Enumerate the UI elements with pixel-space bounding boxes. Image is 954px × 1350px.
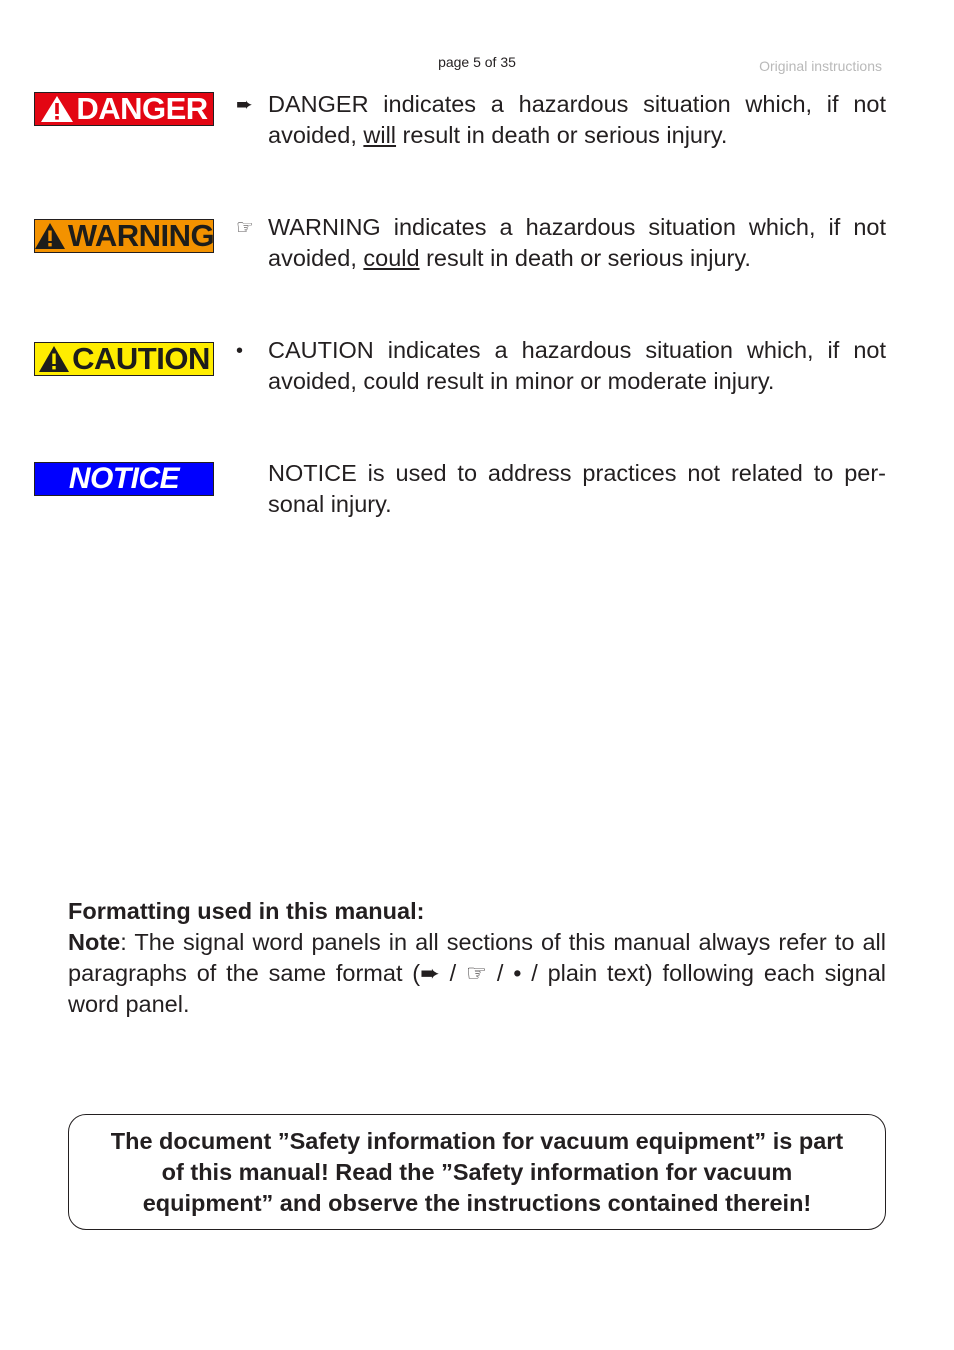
notice-label: NOTICE bbox=[68, 462, 180, 495]
caution-description: CAUTION indicates a hazardous situation which, if not avoided, could result in minor or moderate injury. bbox=[268, 337, 886, 394]
warning-triangle-icon bbox=[40, 95, 74, 123]
warning-emphasis: could bbox=[363, 245, 420, 271]
caution-label: CAUTION bbox=[72, 341, 210, 376]
danger-label: DANGER bbox=[76, 91, 208, 126]
danger-description: DANGER indicates a hazardous situation which, if not avoided, will result in death or serious injury. bbox=[268, 91, 886, 148]
page-number: page 5 of 35 bbox=[438, 54, 516, 70]
danger-emphasis: will bbox=[363, 122, 397, 148]
warning-label: WARNING bbox=[67, 218, 215, 253]
formatting-heading: Formatting used in this manual: bbox=[68, 898, 425, 924]
pointing-hand-bullet-icon: ☞ bbox=[236, 217, 254, 239]
danger-panel bbox=[34, 92, 214, 126]
warning-panel bbox=[34, 219, 214, 253]
caution-panel bbox=[34, 342, 214, 376]
note-text: : The signal word panels in all sections of this manual always refer to all paragraphs of the same format (➨ / ☞ / • / plain text) following each signal word panel. bbox=[68, 929, 886, 1017]
arrow-bullet-icon: ➨ bbox=[236, 94, 253, 116]
warning-description: WARNING indicates a hazardous situation which, if not avoided, could result in death or serious injury. bbox=[268, 214, 886, 271]
safety-information-text: The document ”Safety information for vacuum equipment” is part of this manual! Read the ”Safety information for vacuum equipment” and observe the instructions contained therein! bbox=[110, 1127, 844, 1216]
dot-bullet-icon: • bbox=[236, 340, 244, 362]
formatting-note bbox=[68, 896, 886, 1020]
notice-panel bbox=[34, 462, 214, 496]
notice-description: NOTICE is used to address practices not related to per-sonal injury. bbox=[268, 460, 886, 517]
warning-triangle-icon bbox=[38, 345, 70, 373]
warning-triangle-icon bbox=[34, 222, 66, 250]
safety-information-box bbox=[68, 1114, 886, 1230]
document-label: Original instructions bbox=[759, 58, 882, 74]
note-label: Note bbox=[68, 929, 121, 955]
